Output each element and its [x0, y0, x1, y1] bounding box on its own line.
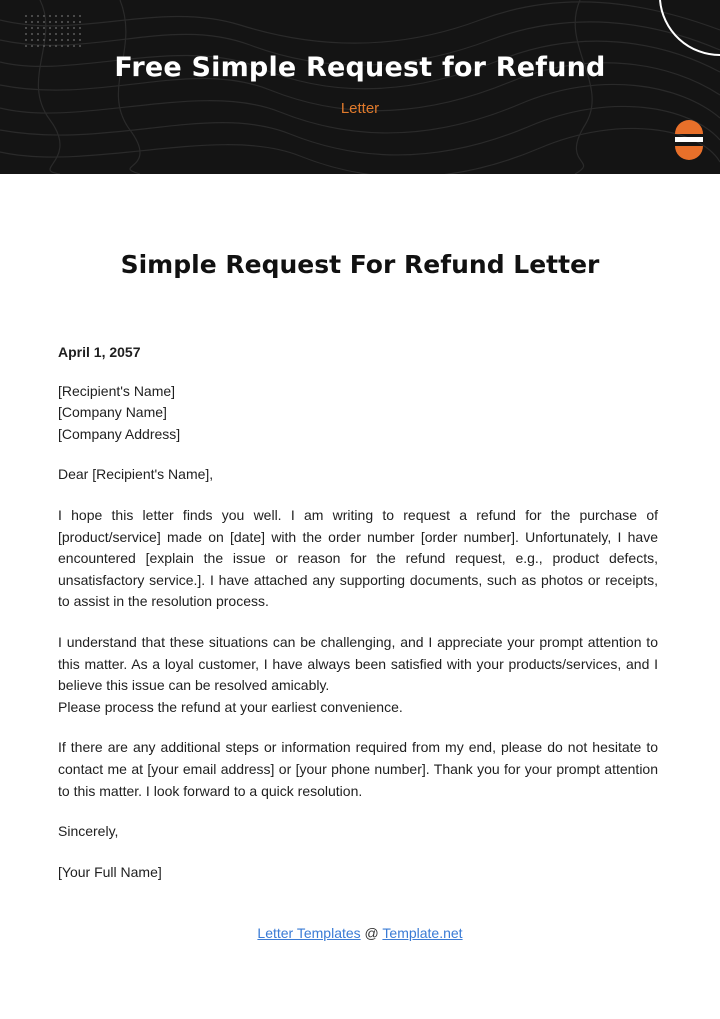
closing: Sincerely,	[58, 823, 119, 840]
paragraph-contact: If there are any additional steps or information required from my end, please do not hesitate to contact me at [your email address] or [your phone number]. Thank you for your prompt attention to this matter. I look forward to a quick resolution.	[58, 739, 658, 799]
banner-title: Free Simple Request for Refund	[114, 52, 606, 83]
letter-body	[58, 342, 658, 883]
letter-templates-link[interactable]: Letter Templates	[257, 925, 361, 941]
topographic-pattern-icon	[0, 0, 720, 174]
template-logo-icon	[673, 116, 705, 162]
document-title: Simple Request For Refund Letter	[120, 250, 600, 279]
footer-separator: @	[364, 925, 379, 941]
header-banner	[0, 0, 720, 174]
paragraph-process-request: Please process the refund at your earliest convenience.	[58, 698, 403, 715]
salutation: Dear [Recipient's Name],	[58, 466, 214, 483]
dot-grid-icon	[24, 14, 84, 50]
recipient-name: [Recipient's Name]	[58, 382, 176, 399]
template-net-link[interactable]: Template.net	[382, 925, 463, 941]
recipient-company: [Company Name]	[58, 404, 167, 421]
banner-subtitle: Letter	[340, 100, 380, 117]
paragraph-intro: I hope this letter finds you well. I am writing to request a refund for the purchase of [product/service] made on [date] with the order number [order number]. Unfortunately, I have encountered [explain the issue or reason for the refund request, e.g., product defects, unsatisfactory service.]. I have attached any supporting documents, such as photos or receipts, to assist in the resolution process.	[58, 506, 658, 610]
recipient-block	[58, 381, 658, 446]
recipient-address: [Company Address]	[58, 425, 181, 442]
paragraph-understanding: I understand that these situations can be challenging, and I appreciate your prompt attention to this matter. As a loyal customer, I have always been satisfied with your products/services, and I believe this issue can be resolved amicably.	[58, 633, 658, 694]
signature: [Your Full Name]	[58, 863, 162, 880]
letter-date: April 1, 2057	[58, 344, 141, 360]
paragraph-understanding-group	[58, 632, 658, 718]
footer	[0, 925, 720, 941]
